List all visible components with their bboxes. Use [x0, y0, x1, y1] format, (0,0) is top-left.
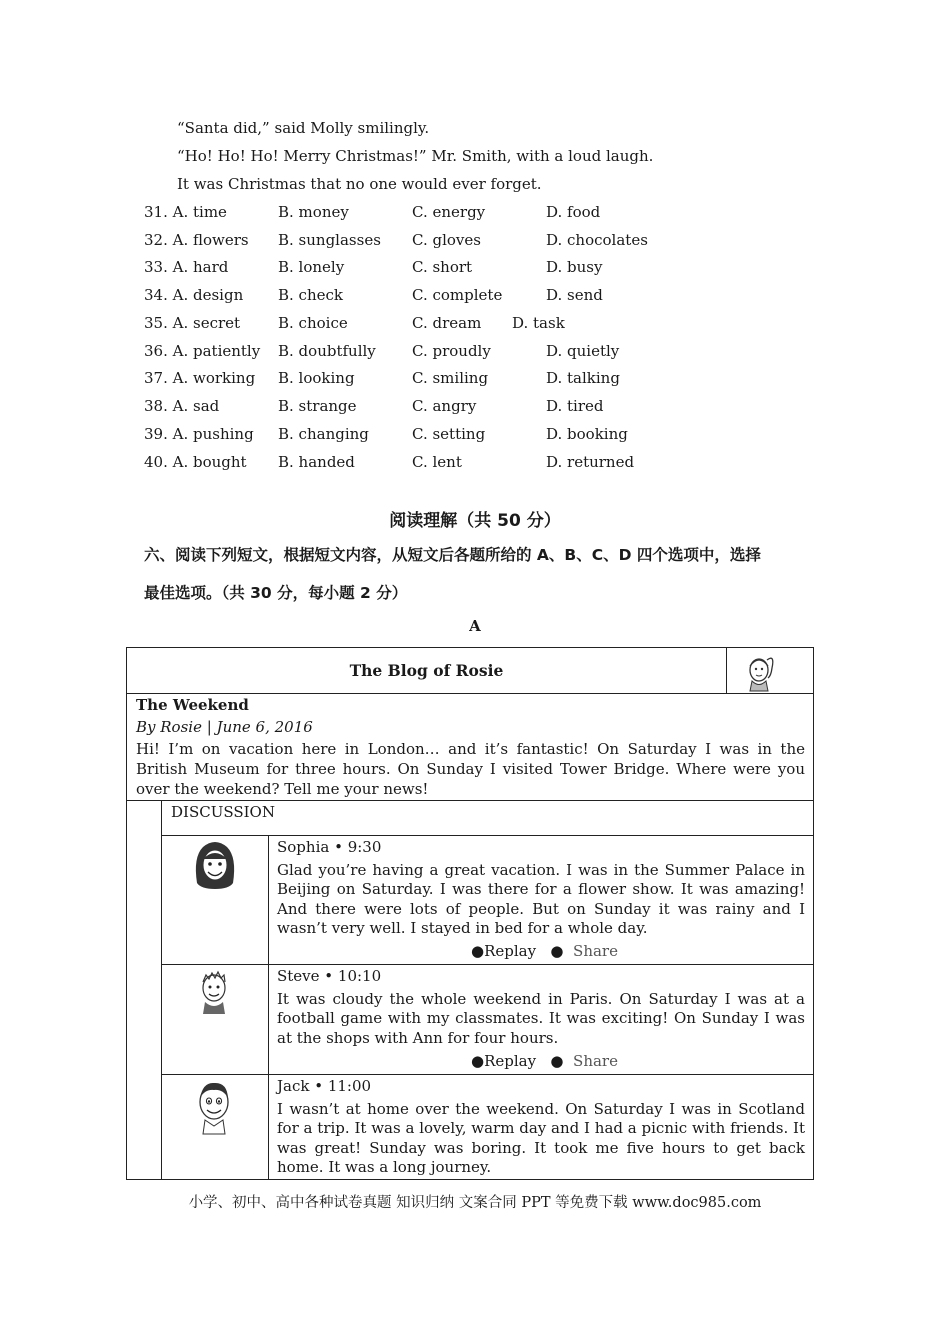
passage-label: A: [469, 617, 481, 635]
option-a: 39. A. pushing: [144, 425, 254, 443]
rosie-avatar: [727, 648, 813, 693]
avatar-column-border: [268, 835, 269, 1180]
option-b: B. doubtfully: [278, 342, 376, 360]
option-d: D. food: [546, 203, 601, 221]
question-32: [144, 230, 764, 250]
share-link[interactable]: Share: [573, 1052, 618, 1070]
question-33: [144, 257, 764, 277]
girl-face-icon: [727, 648, 813, 693]
blog-table: [126, 647, 814, 1180]
instruction-line-2: 最佳选项。（共 30 分，每小题 2 分）: [144, 584, 408, 602]
comment-sophia: [277, 838, 805, 939]
option-b: B. sunglasses: [278, 231, 381, 249]
option-a: 40. A. bought: [144, 453, 247, 471]
question-37: [144, 368, 764, 388]
option-b: B. changing: [278, 425, 369, 443]
option-d: D. busy: [546, 258, 603, 276]
instruction-line-1: 六、阅读下列短文，根据短文内容，从短文后各题所给的 A、B、C、D 四个选项中，选择: [144, 546, 761, 564]
bullet-icon: ●: [550, 1052, 564, 1070]
option-b: B. money: [278, 203, 349, 221]
comment-divider: [161, 835, 813, 836]
comment-text: It was cloudy the whole weekend in Paris. On Saturday I was at a football game with my classmates. It was exciting! On Sunday I was at the shops with Ann for four hours.: [277, 989, 805, 1047]
option-a: 33. A. hard: [144, 258, 229, 276]
story-line-3: It was Christmas that no one would ever forget.: [177, 175, 542, 193]
option-a: 31. A. time: [144, 203, 227, 221]
comment-author: Sophia • 9:30: [277, 838, 382, 856]
bullet-icon: ●: [471, 1052, 485, 1070]
comment-text: I wasn’t at home over the weekend. On Saturday I was in Scotland for a trip. It was a lovely, warm day and I had a picnic with friends. It was great! Sunday was boring. It took me five hours to get back home. It was a long journey.: [277, 1099, 805, 1176]
steve-avatar-icon: [193, 966, 235, 1016]
comment-author: Jack • 11:00: [277, 1077, 372, 1095]
option-c: C. complete: [412, 286, 503, 304]
jack-avatar-icon: [191, 1076, 237, 1136]
option-d: D. talking: [546, 369, 620, 387]
discussion-label: DISCUSSION: [171, 803, 275, 821]
question-31: [144, 202, 764, 222]
question-35: [144, 313, 764, 333]
option-c: C. lent: [412, 453, 462, 471]
option-b: B. lonely: [278, 258, 345, 276]
question-34: [144, 285, 764, 305]
sophia-avatar-icon: [189, 837, 241, 895]
comment-author: Steve • 10:10: [277, 967, 382, 985]
post-body: Hi! I’m on vacation here in London… and it’s fantastic! On Saturday I was in the British Museum for three hours. On Sunday I visited Tower Bridge. Where were you over the weekend? Tell me your news!: [136, 740, 805, 798]
comment-steve: [277, 967, 805, 1048]
question-36: [144, 341, 764, 361]
option-b: B. handed: [278, 453, 355, 471]
option-a: 38. A. sad: [144, 397, 220, 415]
option-d: D. booking: [546, 425, 628, 443]
post-divider: [127, 800, 813, 801]
page-footer: 小学、初中、高中各种试卷真题 知识归纳 文案合同 PPT 等免费下载 www.doc985.com: [188, 1195, 762, 1211]
blog-post: [136, 695, 805, 799]
option-c: C. angry: [412, 397, 477, 415]
story-line-2: “Ho! Ho! Ho! Merry Christmas!” Mr. Smith, with a loud laugh.: [177, 147, 654, 165]
story-line-1: “Santa did,” said Molly smilingly.: [177, 119, 430, 137]
option-c: C. dream: [412, 314, 482, 332]
blog-title: The Blog of Rosie: [127, 648, 727, 693]
option-d: D. chocolates: [546, 231, 648, 249]
post-meta: By Rosie | June 6, 2016: [136, 718, 313, 736]
replay-link[interactable]: Replay: [484, 1052, 537, 1070]
comment-actions: [471, 942, 618, 960]
option-c: C. gloves: [412, 231, 481, 249]
bullet-icon: ●: [471, 942, 485, 960]
option-d: D. tired: [546, 397, 604, 415]
option-d: D. returned: [546, 453, 635, 471]
discussion-border: [161, 800, 162, 1180]
question-40: [144, 452, 764, 472]
question-39: [144, 424, 764, 444]
option-d: D. send: [546, 286, 603, 304]
comment-divider: [161, 964, 813, 965]
post-title: The Weekend: [136, 696, 249, 714]
replay-link[interactable]: Replay: [484, 942, 537, 960]
blog-header: [127, 648, 813, 694]
option-b: B. looking: [278, 369, 355, 387]
option-b: B. strange: [278, 397, 357, 415]
comment-jack: [277, 1077, 805, 1178]
option-a: 35. A. secret: [144, 314, 241, 332]
bullet-icon: ●: [550, 942, 564, 960]
option-a: 36. A. patiently: [144, 342, 261, 360]
option-a: 34. A. design: [144, 286, 244, 304]
option-a: 37. A. working: [144, 369, 256, 387]
option-a: 32. A. flowers: [144, 231, 249, 249]
option-c: C. short: [412, 258, 473, 276]
comment-text: Glad you’re having a great vacation. I was in the Summer Palace in Beijing on Saturday. I was there for a flower show. It was amazing! And there were lots of people. But on Sunday it was rainy and I wasn’t very well. I stayed in bed for a whole day.: [277, 860, 805, 937]
option-c: C. proudly: [412, 342, 491, 360]
comment-actions: [471, 1052, 618, 1070]
option-b: B. check: [278, 286, 343, 304]
option-c: C. energy: [412, 203, 486, 221]
option-d: D. quietly: [546, 342, 620, 360]
comment-divider: [161, 1074, 813, 1075]
option-c: C. setting: [412, 425, 486, 443]
option-b: B. choice: [278, 314, 348, 332]
question-38: [144, 396, 764, 416]
option-c: C. smiling: [412, 369, 489, 387]
option-d: D. task: [512, 314, 565, 332]
share-link[interactable]: Share: [573, 942, 618, 960]
section-heading: 阅读理解（共 50 分）: [389, 511, 561, 531]
